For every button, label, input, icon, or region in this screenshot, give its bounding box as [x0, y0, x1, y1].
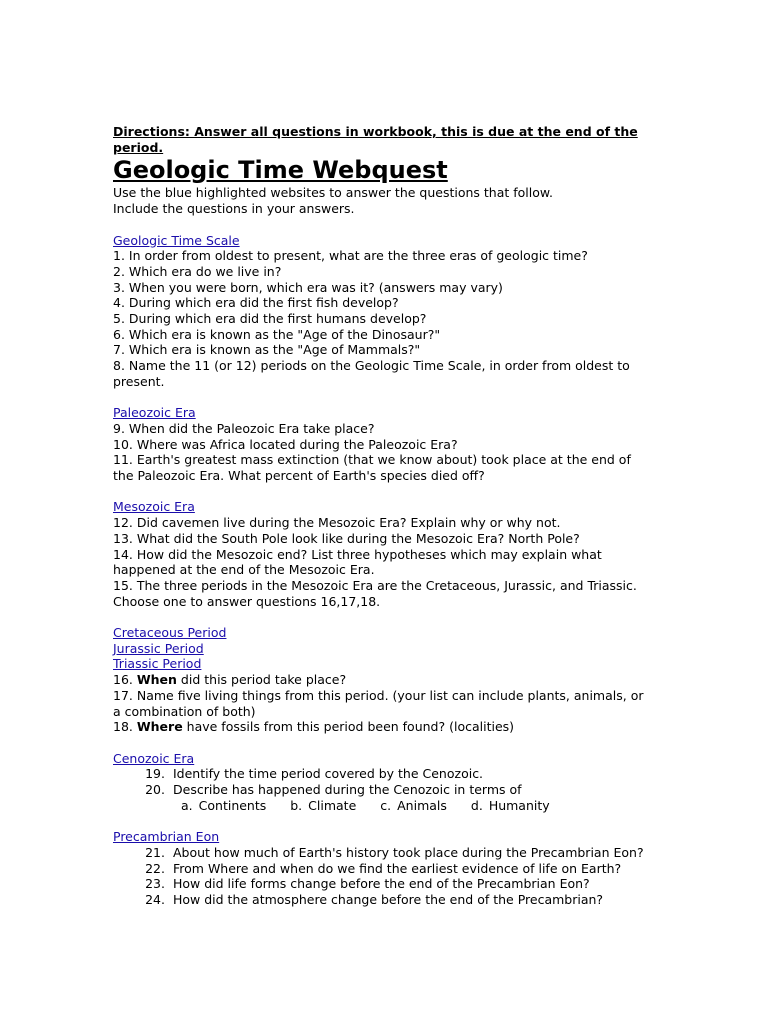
question-3: 3. When you were born, which era was it? (answers may vary): [113, 279, 503, 295]
question-7: 7. Which era is known as the "Age of Mammals?": [113, 342, 421, 358]
question-2: 2. Which era do we live in?: [113, 263, 282, 279]
question-22: [113, 861, 653, 877]
question-23-text: How did life forms change before the end of the Precambrian Eon?: [173, 876, 590, 892]
question-23-number: 23.: [145, 876, 165, 892]
question-20-text: Describe has happened during the Cenozoic in terms of: [173, 782, 522, 798]
subitem-d: d. Humanity: [470, 797, 550, 813]
question-9: 9. When did the Paleozoic Era take place?: [113, 420, 375, 436]
link-paleozoic-era[interactable]: Paleozoic Era: [113, 405, 196, 421]
link-mesozoic-era[interactable]: Mesozoic Era: [113, 499, 195, 515]
question-16-text: did this period take place?: [176, 672, 347, 688]
question-16-number: 16.: [113, 672, 133, 688]
question-4: 4. During which era did the first fish develop?: [113, 295, 399, 311]
question-19-number: 19.: [145, 766, 165, 782]
question-18-number: 18.: [113, 719, 133, 735]
question-13: 13. What did the South Pole look like during the Mesozoic Era? North Pole?: [113, 530, 580, 546]
question-1: 1. In order from oldest to present, what are the three eras of geologic time?: [113, 248, 588, 264]
question-22-number: 22.: [145, 860, 165, 876]
question-6: 6. Which era is known as the "Age of the Dinosaur?": [113, 326, 441, 342]
question-20-subitems: [113, 798, 653, 814]
link-triassic-period[interactable]: Triassic Period: [113, 656, 202, 672]
question-16-keyword: When: [136, 672, 177, 688]
question-8: 8. Name the 11 (or 12) periods on the Geologic Time Scale, in order from oldest to present.: [113, 358, 630, 389]
question-24-text: How did the atmosphere change before the end of the Precambrian?: [173, 891, 604, 907]
question-5: 5. During which era did the first humans develop?: [113, 311, 427, 327]
section-paleozoic: [113, 405, 653, 484]
question-18-keyword: Where: [136, 719, 183, 735]
section-geologic-time-scale: [113, 233, 653, 390]
question-24: [113, 892, 653, 908]
question-17: 17. Name five living things from this period. (your list can include plants, animals, or a combination of both): [113, 687, 644, 719]
intro-line-2: Include the questions in your answers.: [113, 201, 355, 217]
link-geologic-time-scale[interactable]: Geologic Time Scale: [113, 232, 240, 248]
question-16: [113, 672, 653, 688]
question-11: 11. Earth's greatest mass extinction (that we know about) took place at the end of the Paleozoic Era. What percent of Earth's species died off?: [113, 452, 631, 484]
question-19-text: Identify the time period covered by the Cenozoic.: [173, 766, 484, 782]
question-19: [113, 766, 653, 782]
question-15: 15. The three periods in the Mesozoic Era are the Cretaceous, Jurassic, and Triassic. Choose one to answer questions 16,17,18.: [113, 577, 637, 609]
question-21-text: About how much of Earth's history took place during the Precambrian Eon?: [173, 844, 644, 860]
question-14: 14. How did the Mesozoic end? List three hypotheses which may explain what happened at the end of the Mesozoic Era.: [113, 546, 602, 578]
directions: Directions: Answer all questions in workbook, this is due at the end of the period.: [113, 124, 638, 155]
question-22-text: From Where and when do we find the earliest evidence of life on Earth?: [173, 860, 622, 876]
question-18-text: have fossils from this period been found? (localities): [182, 719, 515, 735]
question-12: 12. Did cavemen live during the Mesozoic Era? Explain why or why not.: [113, 515, 561, 531]
worksheet-page: [113, 124, 653, 908]
question-20-number: 20.: [145, 782, 165, 798]
question-20: [113, 782, 653, 798]
question-10: 10. Where was Africa located during the Paleozoic Era?: [113, 436, 458, 452]
subitem-b: b. Climate: [290, 797, 357, 813]
section-cenozoic: [113, 751, 653, 814]
link-cenozoic-era[interactable]: Cenozoic Era: [113, 750, 195, 766]
section-mesozoic: [113, 499, 653, 609]
subitem-c: c. Animals: [380, 797, 447, 813]
question-23: [113, 876, 653, 892]
link-jurassic-period[interactable]: Jurassic Period: [113, 640, 204, 656]
question-21-number: 21.: [145, 844, 165, 860]
section-periods: [113, 625, 653, 735]
link-precambrian-eon[interactable]: Precambrian Eon: [113, 829, 220, 845]
link-cretaceous-period[interactable]: Cretaceous Period: [113, 625, 227, 641]
intro-line-1: Use the blue highlighted websites to answer the questions that follow.: [113, 185, 553, 201]
section-precambrian: [113, 829, 653, 908]
page-title: Geologic Time Webquest: [113, 156, 448, 185]
question-21: [113, 845, 653, 861]
question-24-number: 24.: [145, 891, 165, 907]
subitem-a: a. Continents: [181, 797, 267, 813]
question-18: [113, 719, 653, 735]
